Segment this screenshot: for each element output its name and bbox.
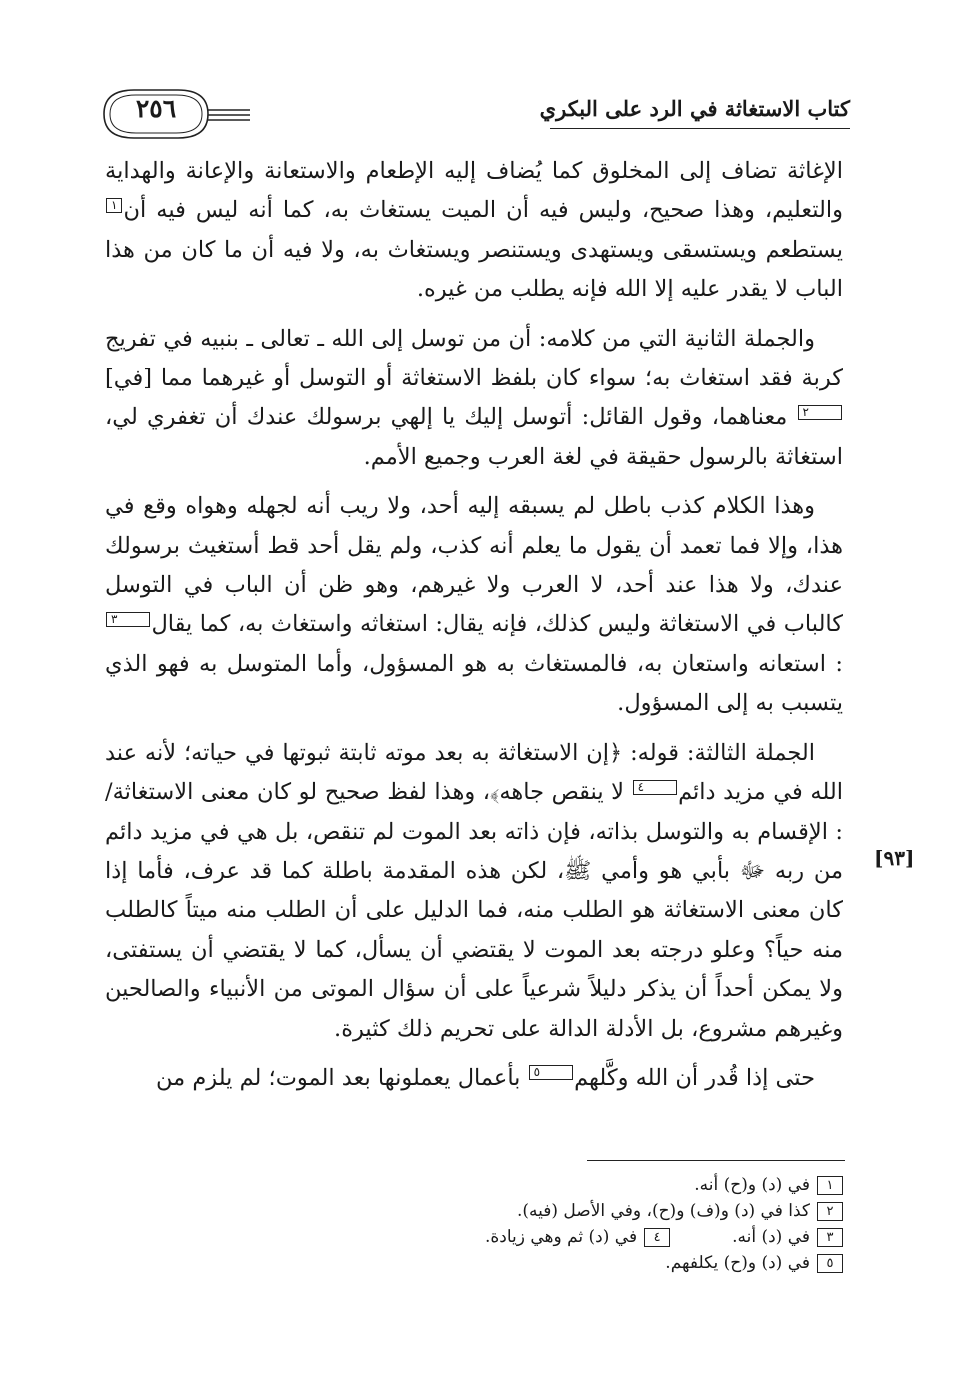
- footnote-item: [485, 1224, 670, 1250]
- footnote-number: ٤: [644, 1228, 670, 1247]
- footnote-row: [105, 1250, 843, 1276]
- footnote-number: ٣: [817, 1228, 843, 1247]
- text-segment: بأعمال يعملونها بعد الموت؛ لم يلزم من: [156, 1064, 528, 1091]
- footnote-reference[interactable]: ١: [106, 198, 122, 213]
- footnote-item: [517, 1198, 843, 1224]
- paragraph: [105, 734, 843, 1049]
- header-rule: [550, 128, 850, 129]
- footnote-number: ٢: [817, 1202, 843, 1221]
- footnote-row: [105, 1172, 843, 1198]
- text-segment: الجملة الثالثة: قوله: ﴿إن الاستغاثة به بعد موته ثابتة ثبوتها في حياته؛ لأنه عند الله في مزيد دائم: [105, 739, 843, 806]
- main-text: [105, 152, 843, 1108]
- footnote-text: كذا في (د) و(ف) و(ح)، وفي الأصل (فيه).: [516, 1201, 810, 1221]
- text-segment: والجملة الثانية التي من كلامه: أن من توسل إلى الله ـ تعالى ـ بنبيه في تفريج كربة فقد استغاث به؛ سواء كان بلفظ الاستغاثة أو التوسل أو غيرهما مما [في]: [105, 325, 843, 392]
- footnote-row: [105, 1198, 843, 1224]
- footnote-reference[interactable]: ٣: [106, 612, 150, 627]
- page-number-frame: [100, 86, 250, 142]
- footnote-reference[interactable]: ٢: [798, 405, 842, 420]
- page-header: [100, 86, 850, 150]
- footnote-reference[interactable]: ٤: [633, 780, 677, 795]
- text-segment: لا ينقص جاهه﴾، وهذا لفظ صحيح لو كان معنى الاستغاثة/ : الإقسام به والتوسل بذاته، فإن ذاته بعد الموت لم تنقص، بل هي في مزيد دائم من ربه ﷻ بأبي هو وأمي ﷺ، لكن هذه المقدمة باطلة كما قد عرف، فأما إذا كان معنى الاستغاثة هو الطلب منه، فما الدليل على أن الطلب منه ميتاً كالطلب منه حياً؟ وعلو درجته بعد الموت لا يقتضي أن يسأل، كما لا يقتضي أن يستفتى، ولا يمكن أحداً أن يذكر دليلاً شرعياً على أن سؤال الموتى من الأنبياء والصالحين وغيرهم مشروع، بل الأدلة الدالة على تحريم ذلك كثيرة.: [105, 779, 843, 1042]
- text-segment: يستطعم ويستسقى ويستهدى ويستنصر ويستغاث به، ولا فيه أن ما كان من هذا الباب لا يقدر عليه إلا الله فإنه يطلب من غيره.: [105, 236, 843, 303]
- text-segment: وهذا الكلام كذب باطل لم يسبقه إليه أحد، ولا ريب أنه لجهله وهواه وقع في هذا، وإلا فما تعمد أن يقول ما يعلم أنه كذب، ولم يقل أحد قط أستغيث برسولك عندك، ولا هذا عند أحد، لا العرب ولا غيرهم، وهو ظن أن الباب في التوسل كالباب في الاستغاثة وليس كذلك، فإنه يقال: استغاثه واستغاث به، كما يقال: [105, 493, 843, 638]
- footnote-text: في (د) و(ح) أنه.: [694, 1175, 810, 1195]
- paragraph: [105, 487, 843, 723]
- footnote-separator: [587, 1160, 845, 1161]
- footnote-text: في (د) أنه.: [732, 1227, 810, 1247]
- page-number: ٢٥٦: [135, 94, 177, 123]
- paragraph: [105, 1059, 843, 1098]
- footnote-reference[interactable]: ٥: [529, 1065, 573, 1080]
- footnote-item: [694, 1172, 843, 1198]
- text-segment: الإغاثة تضاف إلى المخلوق كما يُضاف إليه الإطعام والاستعانة والإعانة والهداية والتعليم، وهذا صحيح، وليس فيه أن الميت يستغاث به، كما أنه ليس فيه أن: [105, 158, 843, 224]
- footnote-text: في (د) ثم وهي زيادة.: [484, 1227, 638, 1247]
- manuscript-folio-marker: [٩٣]: [874, 846, 915, 870]
- footnote-number: ٥: [817, 1254, 843, 1273]
- paragraph: [105, 320, 843, 478]
- footnote-item: [732, 1224, 843, 1250]
- footnote-text: في (د) و(ح) يكلفهم.: [665, 1253, 810, 1273]
- text-segment: معناهما، وقول القائل: أتوسل إليك يا إلهي برسولك عندك أن تغفري لي، استغاثة بالرسول حقيقة في لغة العرب وجميع الأمم.: [105, 404, 843, 470]
- book-title: كتاب الاستغاثة في الرد على البكري: [539, 96, 850, 121]
- footnote-number: ١: [817, 1176, 843, 1195]
- footnote-item: [665, 1250, 843, 1276]
- text-segment: حتى إذا قُدر أن الله وكَّلهم: [574, 1064, 815, 1091]
- text-segment: : استعانه واستعان به، فالمستغاث به هو المسؤول، وأما المتوسل به فهو الذي يتسبب به إلى المسؤول.: [105, 650, 843, 717]
- paragraph: [105, 152, 843, 310]
- footnotes: [105, 1172, 843, 1276]
- footnote-row: [105, 1224, 843, 1250]
